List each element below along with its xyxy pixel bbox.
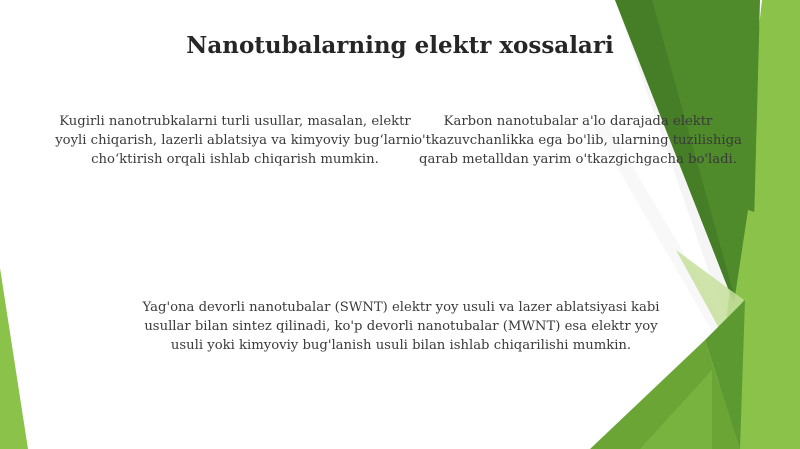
slide-title: Nanotubalarning elektr xossalari (186, 32, 614, 59)
paragraph-bottom: Yag'ona devorli nanotubalar (SWNT) elektr yoy usuli va lazer ablatsiyasi kabi usullar bilan sintez qilinadi, ko'p devorli nanotubalar (MWNT) esa elektr yoy usuli yoki kimyoviy bug'lanish usuli bilan ishlab chiqarilishi mumkin. (142, 300, 660, 353)
left-green-wedge (0, 268, 28, 449)
paragraph-left: Kugirli nanotrubkalarni turli usullar, masalan, elektr yoyli chiqarish, lazerli ablatsiya va kimyoviy bug‘larni cho‘ktirish orqali ishlab chiqarish mumkin. (55, 114, 415, 167)
paragraph-right: Karbon nanotubalar a'lo darajada elektr o'tkazuvchanlikka ega bo'lib, ularning tuzilishiga qarab metalldan yarim o'tkazgichgacha bo'ladi. (414, 114, 742, 167)
